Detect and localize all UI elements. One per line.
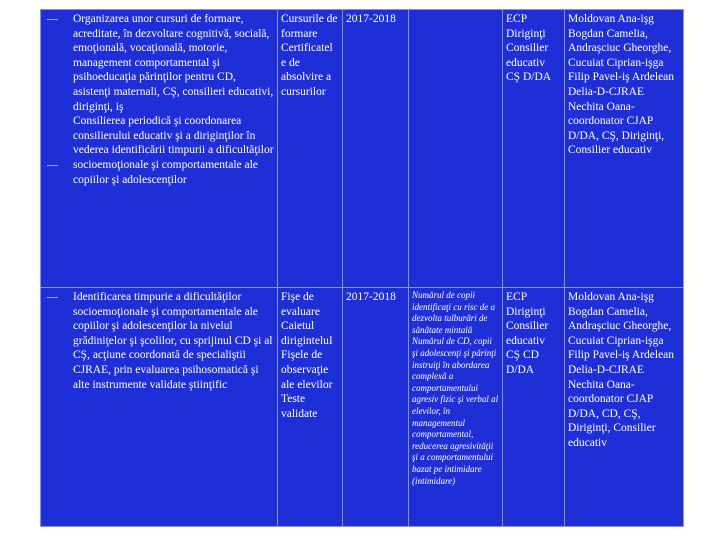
period-text: 2017-2018 [346, 13, 396, 25]
indicators-cell [409, 288, 503, 527]
outputs-cell [278, 10, 343, 288]
period-cell [343, 288, 409, 527]
partners-cell [565, 288, 684, 527]
table-row [41, 10, 684, 288]
dash-bullet: — [47, 13, 58, 25]
indicators-text: Numărul de copii identificaţi cu risc de a dezvolta tulburări de sănătate mintală Numărul de CD, copii şi adolescenţi şi părinţi instruiţi în abordarea complexă a comportamentului agresiv fizic şi verbal al elevilor, în managementul comportamental, reducerea agresivităţii şi a comportamentului bazat pe intimidare (intimidare) [412, 290, 499, 486]
activity-cell [41, 10, 278, 288]
responsible-text: ECP Diriginţi Consilier educativ CŞ CD D/DA [506, 291, 549, 376]
dash-bullet: — [47, 291, 58, 303]
activity-text: Identificarea timpurie a dificultăţilor socioemoţionale şi comportamentale ale copiilor şi adolescenţilor la nivelul grădiniţelor şi şcolilor, cu sprijinul CD şi al CŞ, acţiune coordonată de specialiştii CJRAE, prin evaluarea psihosomatică şi alte instrumente validate ştiinţific [73, 291, 273, 391]
dash-bullet: — [47, 159, 58, 171]
responsible-text: ECP Diriginţi Consilier educativ CŞ D/DA [506, 13, 552, 84]
outputs-text: Cursurile de formare Certificatel e de absolvire a cursurilor [281, 13, 338, 98]
period-text: 2017-2018 [346, 291, 396, 303]
partners-text: Moldovan Ana-işg Bogdan Camelia, Andraşciuc Gheorghe, Cucuiat Ciprian-işga Filip Pavel-iş Ardelean Delia-D-CJRAE Nechita Oana-coordonator CJAP D/DA, CŞ, Diriginţi, Consilier educativ [568, 13, 675, 157]
outputs-text: Fişe de evaluare Caietul diriginteluI Fişele de observaţie ale elevilor Teste validate [281, 291, 333, 420]
responsible-cell [503, 288, 565, 527]
activity-plan-table [40, 9, 684, 527]
activity-text: Consilierea periodică şi coordonarea consilierului educativ şi a diriginţilor în vederea identificării timpurii a dificultăţilor socioemoţionale şi comportamentale ale copiilor şi adolescenţilor [73, 115, 274, 186]
activity-cell [41, 288, 278, 527]
activity-text: Organizarea unor cursuri de formare, acreditate, în dezvoltare cognitivă, socială, emoţională, vocaţională, motorie, management comportamental şi psihoeducaţia părinţilor pentru CD, asistenţi maternali, CŞ, consilieri educativi, diriginţi, iş [73, 13, 274, 113]
outputs-cell [278, 288, 343, 527]
indicators-cell [409, 10, 503, 288]
responsible-cell [503, 10, 565, 288]
partners-cell [565, 10, 684, 288]
partners-text: Moldovan Ana-işg Bogdan Camelia, Andraşciuc Gheorghe, Cucuiat Ciprian-işga Filip Pavel-iş Ardelean Delia-D-CJRAE Nechita Oana-coordonator CJAP D/DA, CD, CŞ, Diriginţi, Consilier educativ [568, 291, 675, 449]
table-row [41, 288, 684, 527]
period-cell [343, 10, 409, 288]
